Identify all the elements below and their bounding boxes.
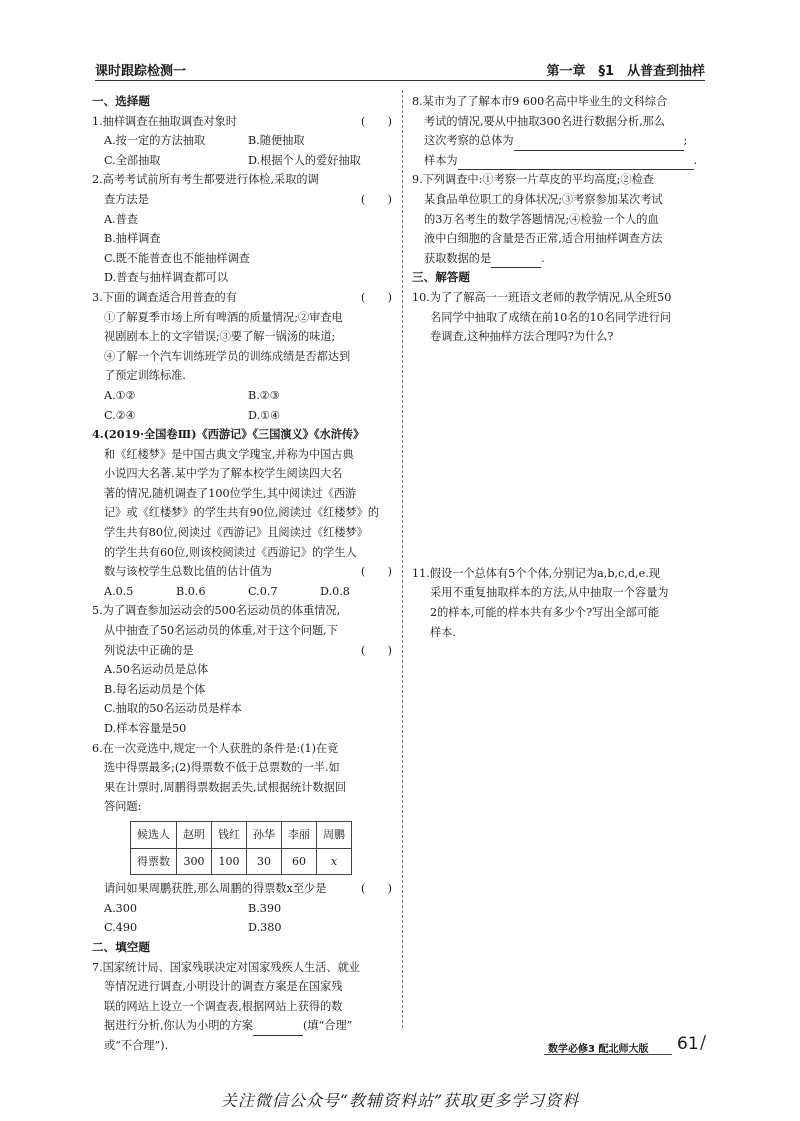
q3-body-line: 视剧剧本上的文字错误;③要了解一锅汤的味道; (104, 330, 336, 344)
answer-paren: ( ) (360, 882, 392, 896)
q10-answer-space[interactable] (412, 347, 708, 564)
q4-line: 数与该校学生总数比值的估计值为 (104, 565, 272, 579)
q1-option-c: C.全部抽取 (104, 153, 161, 167)
q4-line: 著的情况,随机调查了100位学生,其中阅读过《西游 (104, 486, 357, 500)
q3-body-line: ①了解夏季市场上所有啤酒的质量情况;②审查电 (104, 310, 343, 324)
q3-stem: 3.下面的调查适合用普查的有 (92, 290, 237, 304)
q1-stem: 1.抽样调查在抽取调查对象时 (92, 114, 237, 128)
table-cell: 赵明 (177, 821, 212, 848)
answer-paren: ( ) (360, 565, 392, 579)
section-choice-heading: 一、选择题 (92, 94, 150, 108)
q7-last: 或“不合理”). (104, 1038, 169, 1052)
q8-sample-blank[interactable] (458, 155, 694, 170)
table-cell: 60 (282, 848, 317, 875)
q5-option-c: C.抽取的50名运动员是样本 (104, 702, 242, 716)
q9-line: 获取数据的是 (424, 251, 492, 265)
answer-paren: ( ) (360, 643, 392, 657)
q6-option-c: C.490 (104, 921, 138, 935)
q3-option-a: A.①② (104, 388, 136, 402)
question-11 (412, 564, 708, 642)
table-cell: 周鹏 (317, 821, 352, 848)
page-slash-decoration: / (700, 1032, 707, 1053)
question-6 (92, 739, 392, 938)
q2-stem-line: 查方法是 (104, 192, 149, 206)
q10-line: 10.为了了解高一一班语文老师的教学情况,从全班50 (412, 290, 672, 304)
q11-line: 11.假设一个总体有5个个体,分别记为a,b,c,d,e.现 (412, 566, 660, 580)
q11-line: 采用不重复抽取样本的方法,从中抽取一个容量为 (430, 586, 669, 600)
q4-option-a: A.0.5 (104, 584, 134, 598)
q3-option-b: B.②③ (248, 388, 280, 402)
q2-option-c: C.既不能普查也不能抽样调查 (104, 251, 250, 265)
q4-line: 和《红楼梦》是中国古典文学瑰宝,并称为中国古典 (104, 447, 354, 461)
table-header-row (131, 821, 352, 848)
q9-line: 9.下列调查中:①考察一片草皮的平均高度;②检查 (412, 173, 654, 187)
q2-option-a: A.普查 (104, 212, 139, 226)
q7-line: 据进行分析,你认为小明的方案 (104, 1019, 253, 1033)
q5-line: 5.为了调查参加运动会的500名运动员的体重情况, (92, 604, 341, 618)
q4-option-c: C.0.7 (248, 584, 278, 598)
page-header (95, 58, 705, 81)
q4-line: 学生共有80位,阅读过《西游记》且阅读过《红楼梦》 (104, 526, 368, 540)
table-cell: 得票数 (131, 848, 177, 875)
q9-answer-blank[interactable] (491, 253, 541, 268)
question-1 (92, 112, 392, 171)
question-5 (92, 601, 392, 738)
q6-option-d: D.380 (248, 921, 282, 935)
vote-table (130, 821, 352, 875)
q5-line: 从中抽查了50名运动员的体重,对于这个问题,下 (104, 624, 338, 638)
table-cell: 300 (177, 848, 212, 875)
q10-line: 名同学中抽取了成绩在前10名的10名同学进行问 (430, 310, 672, 324)
question-10 (412, 288, 708, 347)
answer-paren: ( ) (360, 192, 392, 206)
header-chapter-title: 第一章 §1 从普查到抽样 (546, 64, 705, 79)
q4-option-b: B.0.6 (176, 584, 206, 598)
footer-book-label: 数学必修3 配北师大版 (548, 1044, 649, 1055)
question-3 (92, 288, 392, 425)
q7-line: 联的网站上设立一个调查表,根据网站上获得的数 (104, 999, 343, 1013)
table-cell: 候选人 (131, 821, 177, 848)
q6-line: 选中得票最多;(2)得票数不低于总票数的一半.如 (104, 761, 340, 775)
watermark-text: 关注微信公众号“教辅资料站”获取更多学习资料 (220, 1091, 580, 1110)
q10-line: 卷调查,这种抽样方法合理吗?为什么? (430, 330, 614, 344)
q4-option-d: D.0.8 (320, 584, 350, 598)
question-9: 9.下列调查中:①考察一片草皮的平均高度;②检查 某食品单位职工的身体状况;③考察参加某次考试 的3万名考生的数学答题情况;④检验一个人的血 液中白细胞的含量是否正常,适合用抽样调查方法 获取数据的是 . (412, 170, 708, 268)
q7-line: 7.国家统计局、国家残联决定对国家残疾人生活、就业 (92, 960, 360, 974)
q11-line: 2的样本,可能的样本共有多少个?写出全部可能 (430, 605, 660, 619)
q5-line: 列说法中正确的是 (104, 643, 194, 657)
q8-sample-label: 样本为 (424, 153, 458, 167)
q1-option-b: B.随便抽取 (248, 134, 305, 148)
q11-line: 样本. (430, 625, 456, 639)
q6-line: 果在计票时,周鹏得票数据丢失,试根据统计数据回 (104, 780, 347, 794)
q1-option-d: D.根据个人的爱好抽取 (248, 153, 361, 167)
table-row (131, 848, 352, 875)
q8-line: 8.某市为了了解本市9 600名高中毕业生的文科综合 (412, 95, 668, 108)
question-2 (92, 170, 392, 288)
q5-option-d: D.样本容量是50 (104, 722, 187, 735)
q5-option-b: B.每名运动员是个体 (104, 682, 206, 696)
q9-line: 某食品单位职工的身体状况;③考察参加某次考试 (424, 192, 663, 206)
q4-line: 记》或《红楼梦》的学生共有90位,阅读过《红楼梦》的 (104, 506, 380, 520)
q2-option-b: B.抽样调查 (104, 232, 161, 246)
q8-population-blank[interactable] (514, 136, 684, 151)
q4-line: 4.(2019·全国卷Ⅲ)《西游记》《三国演义》《水浒传》 (92, 427, 365, 442)
q3-option-d: D.①④ (248, 408, 281, 422)
q6-option-a: A.300 (104, 901, 137, 915)
header-left-title: 课时跟踪检测一 (95, 64, 187, 79)
question-7 (92, 958, 392, 1056)
question-8: 8.某市为了了解本市9 600名高中毕业生的文科综合 考试的情况,要从中抽取300名进行数据分析,那么 这次考察的总体为 ; 样本为 . (412, 92, 708, 170)
q3-body-line: 了预定训练标准. (104, 369, 186, 383)
right-column (412, 92, 708, 642)
q9-line: 液中白细胞的含量是否正常,适合用抽样调查方法 (424, 232, 663, 246)
q2-stem-line: 2.高考考试前所有考生都要进行体检,采取的调 (92, 173, 319, 187)
section-fill-heading: 二、填空题 (92, 939, 150, 954)
q1-option-a: A.按一定的方法抽取 (104, 134, 206, 148)
table-cell: 孙华 (247, 821, 282, 848)
page-number: 61 (677, 1034, 699, 1054)
left-column (92, 92, 392, 1056)
q6-line: 答问题: (104, 800, 142, 814)
table-cell: 钱红 (212, 821, 247, 848)
section-answer-heading: 三、解答题 (412, 270, 470, 285)
q8-line: 这次考察的总体为 (424, 134, 514, 148)
q9-line: 的3万名考生的数学答题情况;④检验一个人的血 (424, 212, 659, 226)
answer-paren: ( ) (360, 290, 392, 304)
answer-paren: ( ) (360, 114, 392, 128)
q3-option-c: C.②④ (104, 408, 136, 422)
q4-line: 的学生共有60位,则该校阅读过《西游记》的学生人 (104, 545, 357, 559)
q6-line: 6.在一次竞选中,规定一个人获胜的条件是:(1)在竞 (92, 741, 339, 755)
table-cell: 100 (212, 848, 247, 875)
q4-line: 小说四大名著.某中学为了解本校学生阅读四大名 (104, 467, 343, 481)
q3-body-line: ④了解一个汽车训练班学员的训练成绩是否都达到 (104, 349, 351, 363)
q2-option-d: D.普查与抽样调查都可以 (104, 271, 229, 285)
question-4 (92, 425, 392, 601)
table-cell: 30 (247, 848, 282, 875)
table-cell: x (317, 848, 352, 875)
q5-option-a: A.50名运动员是总体 (104, 663, 209, 677)
q7-line: 等情况进行调查,小明设计的调查方案是在国家残 (104, 980, 343, 994)
q6-option-b: B.390 (248, 901, 282, 915)
q7-tail: (填“合理” (303, 1019, 353, 1033)
q6-after-text: 请问如果周鹏获胜,那么周鹏的得票数x至少是 (104, 882, 327, 896)
column-divider (402, 90, 403, 1028)
q7-answer-blank[interactable] (253, 1021, 303, 1036)
q8-line: 考试的情况,要从中抽取300名进行数据分析,那么 (424, 114, 666, 128)
table-cell: 李丽 (282, 821, 317, 848)
